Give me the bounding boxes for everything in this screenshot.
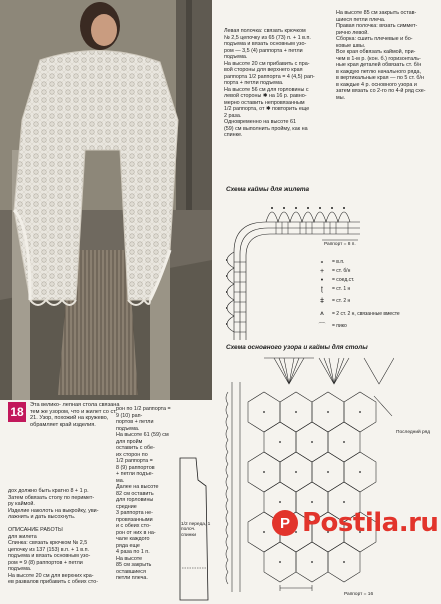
legend-item: • = соед.ст. xyxy=(316,276,354,284)
treble-together-symbol-icon: ⩚ xyxy=(320,310,324,317)
picot-symbol-icon: ⌒ xyxy=(318,323,326,330)
double-crochet-symbol-icon: ʈ xyxy=(321,285,323,293)
legend-item: ǂ = ст. 2 н xyxy=(316,297,350,305)
last-row-label: Последний ряд xyxy=(396,430,431,435)
vest-back-text: рон по 1/2 раппорта = 9 (10) рап- портов + петли подъема. На высоте 61 (59) см для пройм оставить с обе- их сторон по 1/2 раппорта = 8 (9) раппортов + петли подъе- ма. Далее на высоте 82 см оставить для горловины средние 3 раппорта не- провязанными и с обеих сто- рон от них в на- чале каждого ряда еще 4 раза по 1 п. На высоте 85 см закрыть оставшиеся петли плеча. xyxy=(116,406,171,581)
single-crochet-symbol-icon: + xyxy=(319,267,325,275)
legend-item: ⌒ = пико xyxy=(316,322,347,330)
left-front-text: Левая полочка: связать крючком № 2,5 цепочку из 65 (73) п. + 1 в.п. подъема и вязать основным узо- ром — 3,5 (4) раппорта + петли подъема. На высоте 20 см прибавить с пра- вой стороны для верхнего края раппорта 1/2 раппорта = 4 (4,5) рап- порта + петли подъема. На высоте 56 см для горловины с левой стороны ✱ на 16 р. равно- мерно оставить непровязанным 1/2 раппорта, от ✱ повторить еще 2 раза. Одновременно на высоте 61 (59) см выполнить пройму, как на спинке. xyxy=(224,28,315,138)
slip-stitch-symbol-icon: • xyxy=(320,276,324,284)
chain-symbol-icon: ∘ xyxy=(319,259,325,266)
legend-item: ∘ = в.п. xyxy=(316,258,344,266)
legend-item: ʈ = ст. 1 н xyxy=(316,285,350,293)
sketch-note: 1/2 переда, 1 полоч. спинки xyxy=(181,522,211,538)
treble-crochet-symbol-icon: ǂ xyxy=(319,297,325,305)
model-photo-art xyxy=(0,0,212,400)
legend-item: ⩚ = 2 ст. 2 н, связанные вместе xyxy=(316,310,400,318)
watermark-text: Postila.ru xyxy=(302,508,439,538)
model-photo xyxy=(0,0,212,400)
photo-caption xyxy=(8,400,208,430)
main-rapport-label: Раппорт = 16 xyxy=(344,592,374,597)
main-schema-title: Схема основного узора и каймы для столы xyxy=(226,344,368,351)
legend-item: + = ст. б/н xyxy=(316,267,350,275)
right-front-text: На высоте 85 см закрыть остав- шиеся петли плеча. Правая полочка: вязать симмет- рично левой. Сборка: сшить плечевые и бо- ковые швы. Все края обвязать каймой, при- чем в 1-м р. (кон. б.) горизонталь- ные края деталей обвязать ст. б/н в каждую петлю начального ряда, в вертикальные края — по 5 ст. б/н в каждые 4 р. основного узора и затем вязать со 2-го по 4-й ряд схе- мы. xyxy=(336,10,426,101)
main-pattern-diagram xyxy=(224,352,394,597)
vest-description-text: дох должно быть кратно 8 + 1 р. Затем обвязать столу по перимет- ру каймой. Изделие наколоть на выкройку, уви- лажнить и дать высохнуть. ОПИСАНИЕ РАБОТЫ для жилета Спинка: связать крючком № 2,5 цепочку из 137 (153) в.п. + 1 в.п. подъема и вязать основным узо- ром = 9 (8) раппортов + петли подъема. На высоте 20 см для верхних кра- ев развалов прибавить с обеих сто- xyxy=(8,488,99,585)
postila-watermark xyxy=(272,508,438,538)
model-number-badge: 18 xyxy=(8,402,26,422)
border-schema-title: Схема каймы для жилета xyxy=(226,186,310,193)
caption-text: Эта велико- лепная стола связана тем же узором, что и жилет со ст. 21. Узор, похожий на кружево, обрамляет край изделия. xyxy=(30,402,120,428)
border-rapport-label: Раппорт = 8 п. xyxy=(324,242,356,247)
postila-logo-icon: P xyxy=(272,510,298,536)
